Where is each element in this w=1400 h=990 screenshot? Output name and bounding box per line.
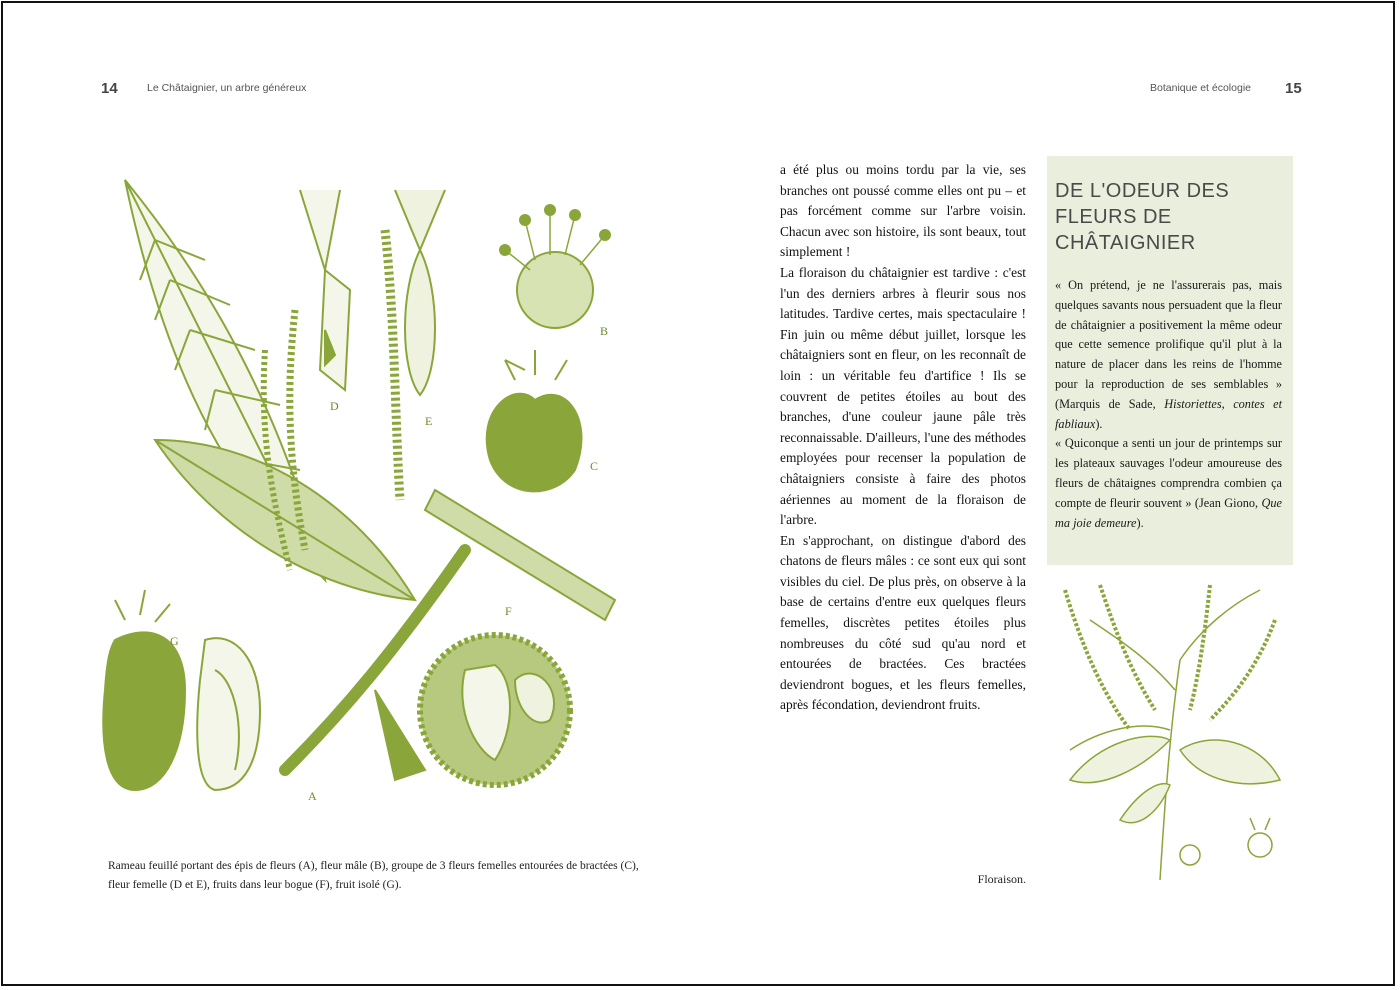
right-figure-caption: Floraison. xyxy=(977,872,1026,886)
body-paragraph: La floraison du châtaignier est tardive : c'est l'un des derniers arbres à fleurir sous nos latitudes. Tardive certes, mais spectaculaire ! Fin juin ou même début juillet, lorsque les châtaigniers sont en fleur, on les reconnaît de loin : un véritable feu d'artifice ! Ils se couvrent de petites étoiles au bout des branches, d'une couleur jaune pâle très reconnaissable. D'ailleurs, l'une des méthodes employées pour recenser la population de châtaigniers consiste à faire des photos aériennes au moment de la floraison de l'arbre. xyxy=(780,264,1026,528)
plate-label-a: A xyxy=(308,789,317,803)
plate-label-c: C xyxy=(590,459,599,473)
plate-label-g: G xyxy=(170,634,179,648)
sidebar-title: DE L'ODEUR DES FLEURS DE CHÂTAIGNIER xyxy=(1055,180,1230,254)
chestnut-botanical-plate xyxy=(95,170,655,830)
sidebar-quote-giono: « Quiconque a senti un jour de printemps sur les plateaux sauvages l'odeur amoureuse des fleurs de châtaignes comprendra combien ça compte de fleurir souvent » (Jean Giono, Que ma joie demeure). xyxy=(1055,436,1282,530)
right-page-number: 15 xyxy=(1285,80,1302,97)
sidebar-quote-sade: « On prétend, je ne l'assurerais pas, mais quelques savants nous persuadent que la fleur de châtaignier a positivement la même odeur que cette semence prolifique qu'il plut à la nature de placer dans les reins de l'homme pour la reproduction de ses semblables » (Marquis de Sade, Historiettes, contes et fabliaux). xyxy=(1055,278,1282,431)
sidebar-box xyxy=(1047,156,1293,565)
left-running-head: Le Châtaignier, un arbre généreux xyxy=(147,82,307,94)
left-page-number: 14 xyxy=(101,80,118,97)
plate-label-e: E xyxy=(425,414,433,428)
plate-label-f: F xyxy=(505,604,512,618)
body-paragraph: a été plus ou moins tordu par la vie, ses branches ont poussé comme elles ont pu – et pas forcément comme sur l'arbre voisin. Chacun avec son histoire, ils sont beaux, tout simplement ! xyxy=(780,162,1026,260)
right-running-head: Botanique et écologie xyxy=(1150,82,1251,94)
left-figure-caption: Rameau feuillé portant des épis de fleurs (A), fleur mâle (B), groupe de 3 fleurs femelles entourées de bractées (C), fleur femelle (D et E), fruits dans leur bogue (F), fruit isolé (G). xyxy=(108,860,639,891)
body-text-column xyxy=(780,160,1026,716)
flowering-branch-illustration xyxy=(1060,580,1290,880)
plate-label-b: B xyxy=(600,324,609,338)
body-paragraph: En s'approchant, on distingue d'abord des chatons de fleurs mâles : ce sont eux qui sont visibles du ciel. De plus près, on observe à la base de certains d'entre eux quelques fleurs femelles, discrètes petites étoiles plus nombreuses du côté sud qu'au nord et entourées de bractées. Ces bractées deviendront bogues, et les fleurs femelles, après fécondation, deviendront fruits. xyxy=(780,532,1026,713)
plate-label-d: D xyxy=(330,399,339,413)
